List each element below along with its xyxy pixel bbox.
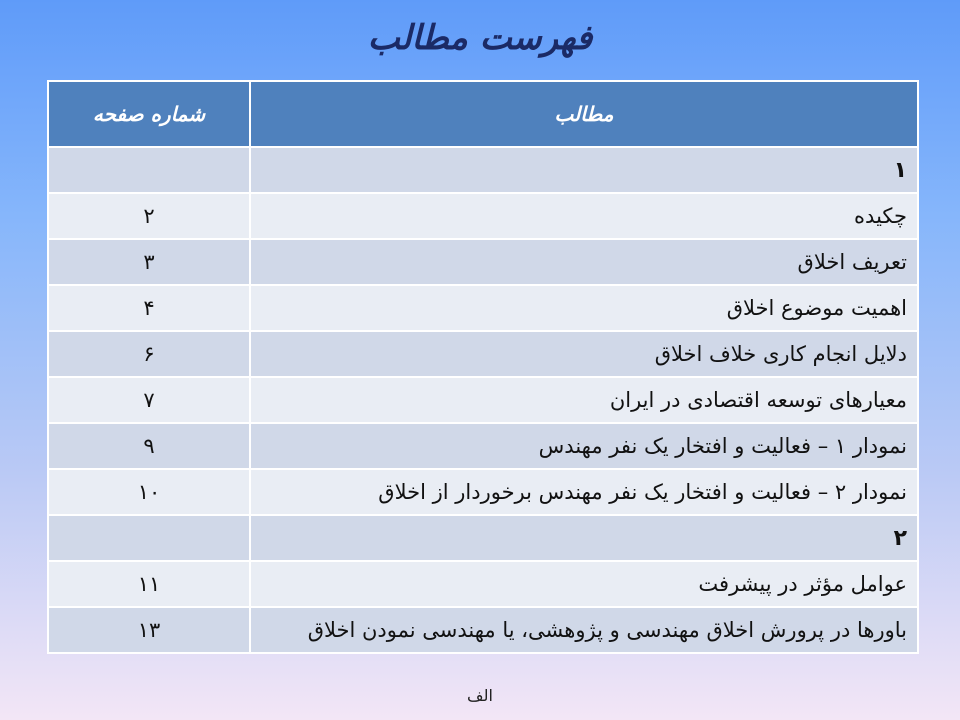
toc-entry-title: نمودار ۱ – فعالیت و افتخار یک نفر مهندس (250, 423, 918, 469)
toc-entry-title: معیارهای توسعه اقتصادی در ایران (250, 377, 918, 423)
page-title: فهرست مطالب (367, 18, 593, 58)
toc-entry-page: ۱۳ (48, 607, 250, 653)
toc-entry-page: ۶ (48, 331, 250, 377)
column-header-page: شماره صفحه (48, 81, 250, 147)
toc-entry-page: ۲ (48, 193, 250, 239)
toc-row (48, 331, 918, 377)
toc-row (48, 469, 918, 515)
toc-row (48, 239, 918, 285)
toc-entry-title: چکیده (250, 193, 918, 239)
toc-row (48, 561, 918, 607)
toc-entry-page: ۱۱ (48, 561, 250, 607)
toc-entry-page: ۱۰ (48, 469, 250, 515)
toc-entry-title: ۲ (250, 515, 918, 561)
toc-entry-title: باورها در پرورش اخلاق مهندسی و پژوهشی، یا مهندسی نمودن اخلاق (250, 607, 918, 653)
page-number-label: الف (467, 686, 493, 705)
toc-entry-page: ۴ (48, 285, 250, 331)
toc-entry-page: ۹ (48, 423, 250, 469)
toc-entry-title: نمودار ۲ – فعالیت و افتخار یک نفر مهندس برخوردار از اخلاق (250, 469, 918, 515)
column-header-title: مطالب (250, 81, 918, 147)
toc-entry-page (48, 515, 250, 561)
toc-entry-title: عوامل مؤثر در پیشرفت (250, 561, 918, 607)
table-of-contents (47, 80, 919, 654)
toc-row (48, 423, 918, 469)
toc-section-row (48, 147, 918, 193)
toc-entry-title: اهمیت موضوع اخلاق (250, 285, 918, 331)
toc-entry-title: تعریف اخلاق (250, 239, 918, 285)
toc-entry-title: ۱ (250, 147, 918, 193)
toc-row (48, 285, 918, 331)
toc-row (48, 377, 918, 423)
toc-section-row (48, 515, 918, 561)
table-header-row (48, 81, 918, 147)
toc-row (48, 193, 918, 239)
toc-entry-title: دلایل انجام کاری خلاف اخلاق (250, 331, 918, 377)
toc-entry-page: ۷ (48, 377, 250, 423)
toc-entry-page: ۳ (48, 239, 250, 285)
toc-row (48, 607, 918, 653)
toc-entry-page (48, 147, 250, 193)
